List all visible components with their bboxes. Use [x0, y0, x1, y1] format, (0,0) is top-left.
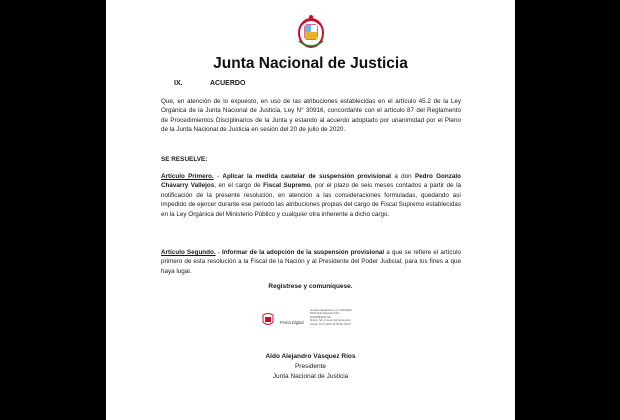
digital-signature-stamp — [310, 309, 370, 326]
signer-org: Junta Nacional de Justicia — [272, 373, 349, 380]
se-resuelve-heading: SE RESUELVE: — [161, 156, 208, 163]
articulo-segundo-label: Artículo Segundo. — [161, 249, 216, 256]
articulo-primero-label: Artículo Primero. — [161, 173, 214, 180]
articulo-primero-text-a: a don — [391, 173, 415, 180]
stamp-line: Firmado digitalmente por VASQUEZ — [310, 309, 352, 312]
signer-role: Presidente — [294, 363, 327, 370]
articulo-primero-phrase: Aplicar la medida cautelar de suspensión provisional — [222, 173, 392, 180]
articulo-segundo-text: a que se refiere el artículo primero de esta resolución a la Fiscal de la Nación y al Presidente del Poder Judicial, para los fines a que haya lugar. — [161, 249, 461, 275]
digital-signature-logo-icon — [261, 312, 275, 328]
section-number: IX. — [174, 80, 183, 87]
signer-name: Aldo Alejandro Vásquez Ríos — [265, 353, 356, 360]
signer-block — [106, 352, 515, 382]
stamp-line: 20194484000 soft — [310, 315, 331, 319]
peru-coat-of-arms-icon — [291, 11, 331, 51]
section-heading — [174, 80, 245, 87]
section-title: ACUERDO — [210, 80, 246, 87]
document-page — [106, 0, 515, 420]
stamp-line: Fecha: 20.07.2020 16:39:28 -05:00 — [310, 322, 351, 326]
articulo-primero-text-c: , por el plazo de seis meses contados a partir de la notificación de la presente resolución, en atención a las consideraciones formuladas, quedando así impedido de ejercer durante ese periodo las atribuciones propias del cargo de Fiscal Supremo establecidas en la Ley Orgánica del Ministerio Público y cualquier otra inherente a dicho cargo. — [161, 182, 461, 218]
articulo-primero-cargo: Fiscal Supremo — [263, 182, 311, 190]
stamp-line: RIOS Aldo Alejandro FAU — [310, 312, 340, 316]
digital-signature-label: Firma Digital — [280, 320, 304, 325]
articulo-primero: Artículo Primero. - Aplicar la medida cautelar de suspensión provisional a don Pedro Gonzalo Chávarry Vallejos, en el cargo de Fiscal Supremo, por el plazo de seis meses contados a partir de la notificación de la presente resolución, en atención a las consideraciones formuladas, quedando así impedido de ejercer durante ese periodo las atribuciones propias del cargo de Fiscal Supremo establecidas en la Ley Orgánica del Ministerio Público y cualquier otra inherente a dicho cargo. — [161, 173, 461, 218]
articulo-segundo: Artículo Segundo. - Informar de la adopción de la suspensión provisional a que se refiere el artículo primero de esta resolución a la Fiscal de la Nación y al Presidente del Poder Judicial, para los fines a que haya lugar. — [161, 249, 461, 275]
articulo-primero-person: Pedro Gonzalo Chávarry Vallejos — [161, 173, 461, 190]
articulo-primero-text-b: , en el cargo de — [214, 182, 264, 190]
stamp-line: Motivo: Soy el autor del documento — [310, 319, 351, 323]
paragraph-considerando: Que, en atención de lo expuesto, en uso de las atribuciones establecidas en el artículo 45.2 de la Ley Orgánica de la Junta Nacional de Justicia, Ley N° 30916, concordante con el artículo 87 del Reglamento de Procedimientos Disciplinarios de la Junta y estando al acuerdo adoptado por unanimidad por el Pleno de la Junta Nacional de Justicia en sesión del 20 de julio de 2020. — [161, 98, 461, 134]
closing-formula: Regístrese y comuníquese. — [268, 283, 353, 290]
articulo-segundo-phrase: Informar de la adopción de la suspensión provisional — [221, 249, 385, 256]
org-title: Junta Nacional de Justicia — [213, 55, 408, 72]
